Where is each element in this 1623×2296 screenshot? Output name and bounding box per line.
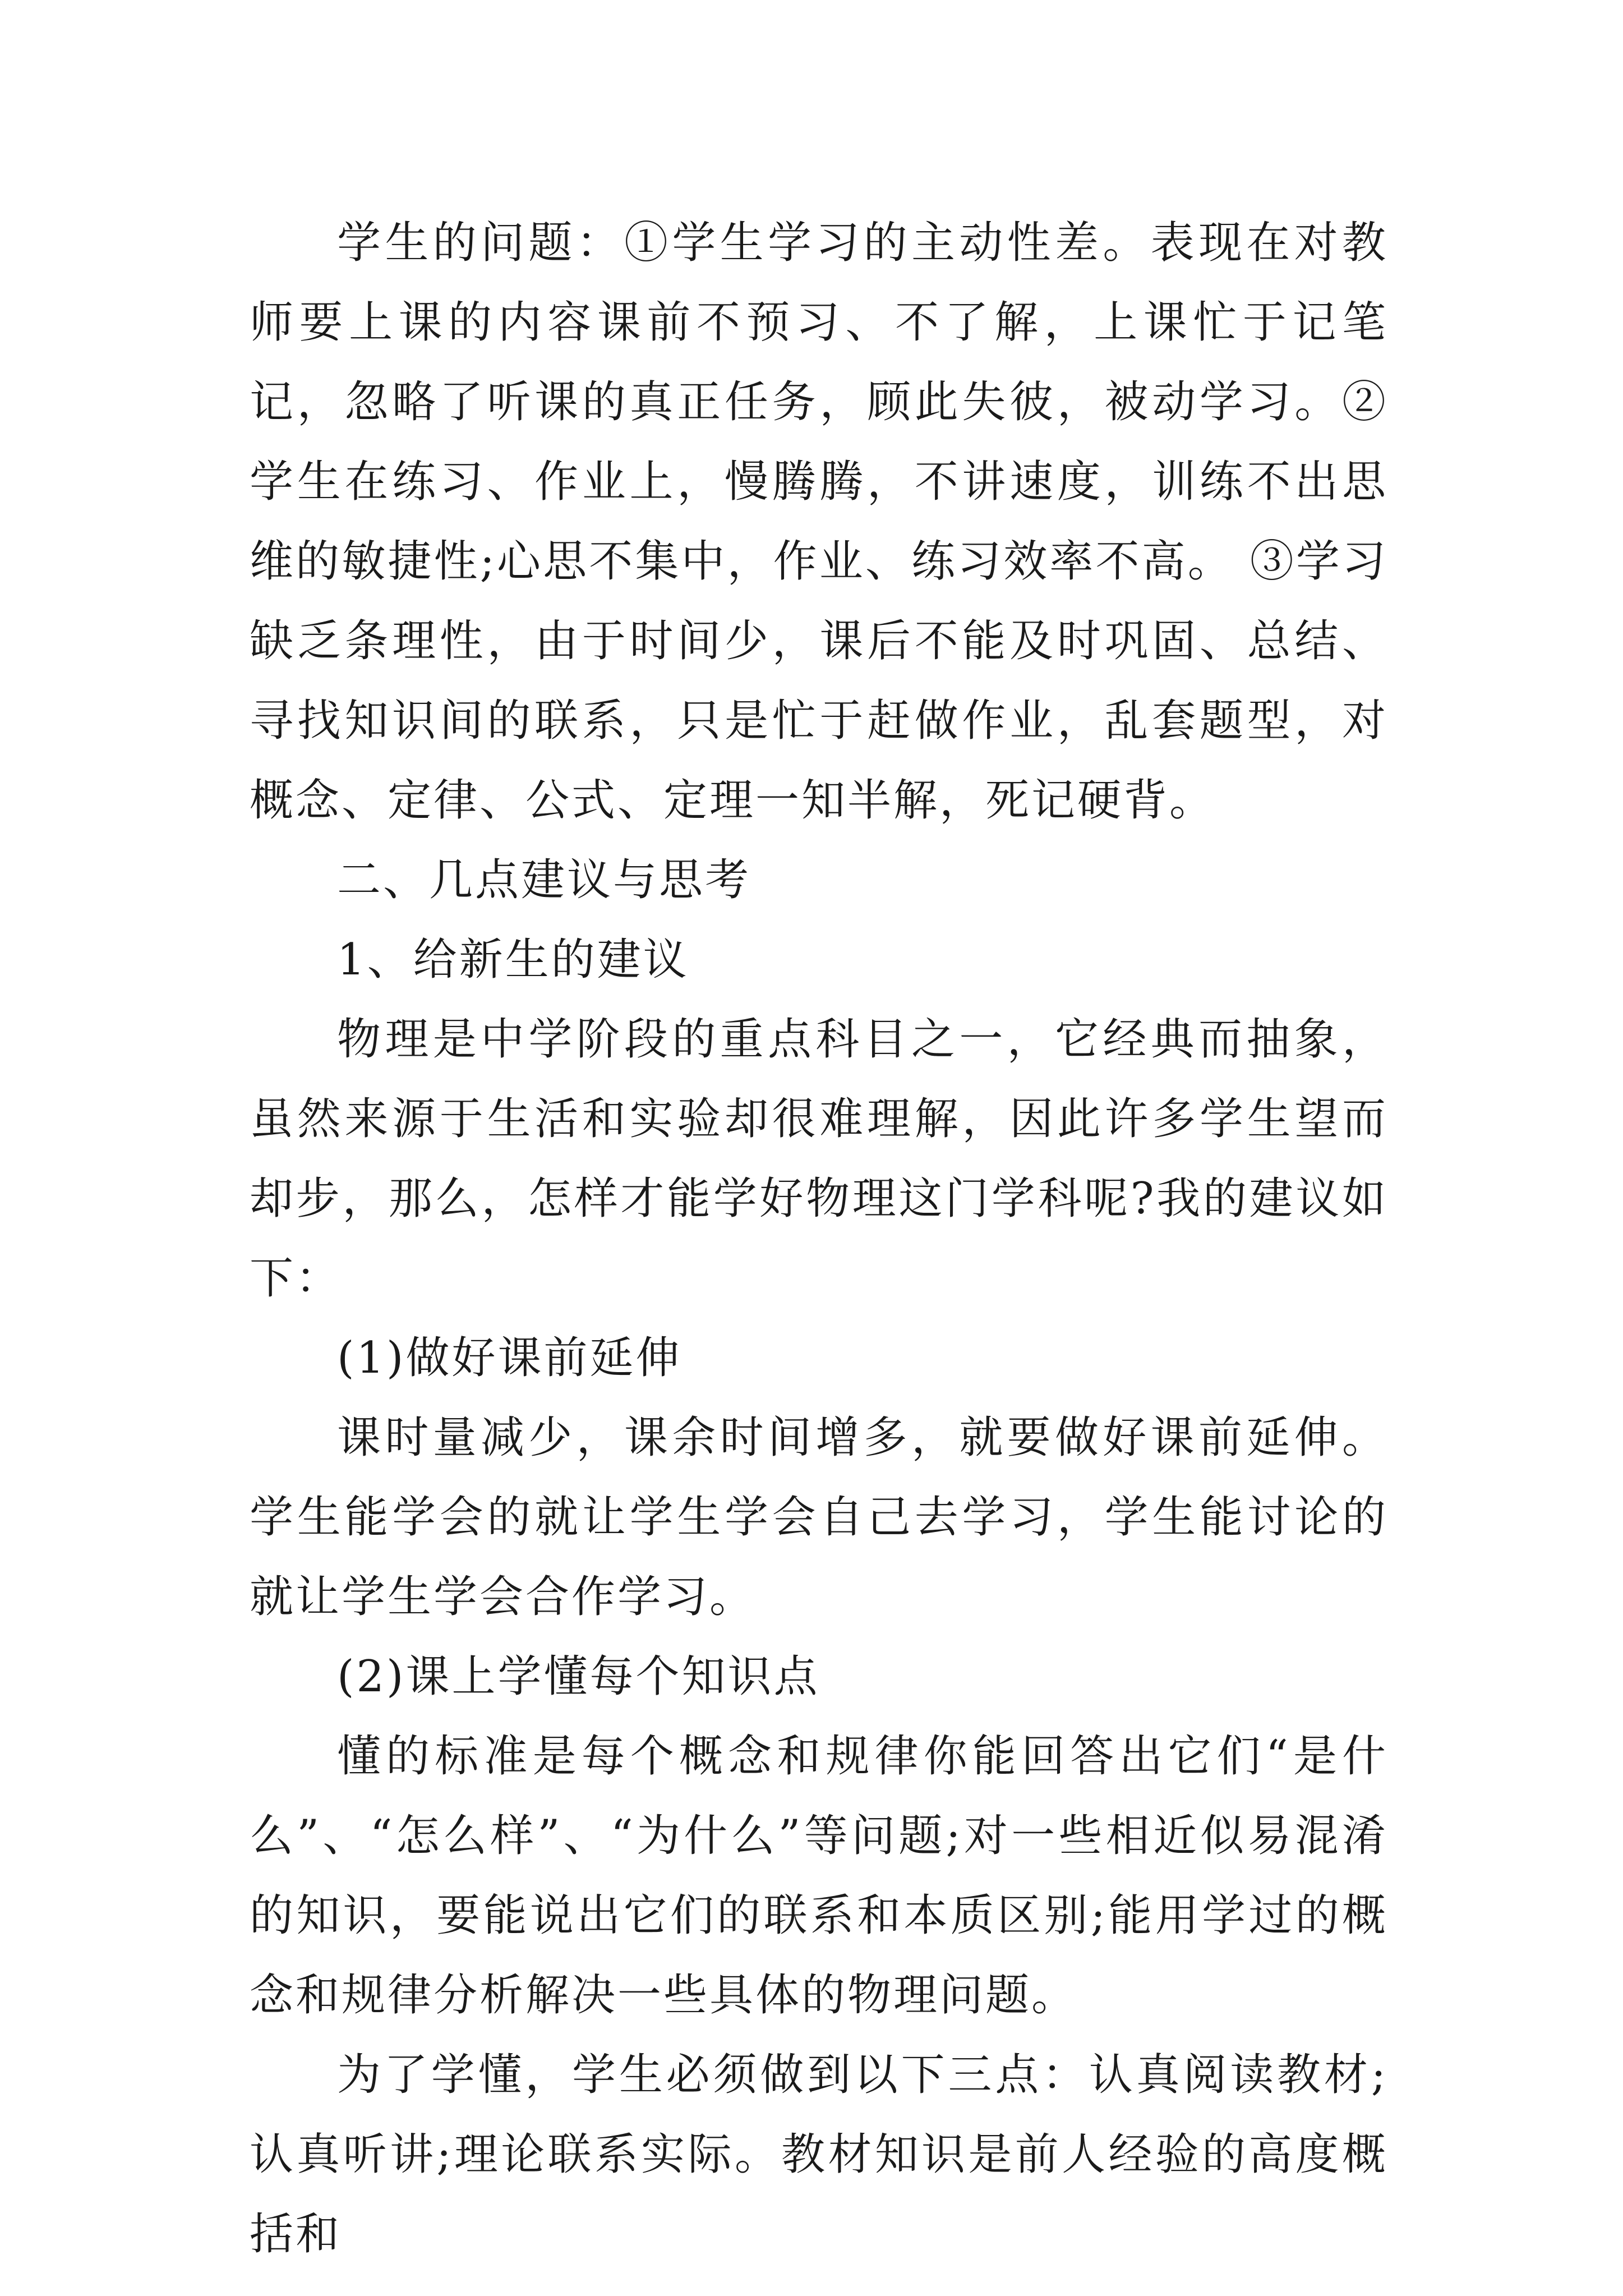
paragraph-pre-class-extension: 课时量减少，课余时间增多，就要做好课前延伸。学生能学会的就让学生学会自己去学习，学生能讨论的就让学生学会合作学习。 bbox=[250, 1412, 1388, 1622]
subheading-advice-new-students: 1、给新生的建议 bbox=[337, 935, 689, 985]
section-heading-suggestions: 二、几点建议与思考 bbox=[337, 855, 751, 905]
paragraph-physics-intro: 物理是中学阶段的重点科目之一，它经典而抽象，虽然来源于生活和实验却很难理解，因此许多学生望而却步，那么，怎样才能学好物理这门学科呢?我的建议如下： bbox=[250, 1014, 1388, 1304]
paragraph-three-points: 为了学懂，学生必须做到以下三点：认真阅读教材;认真听讲;理论联系实际。教材知识是前人经验的高度概括和 bbox=[250, 2050, 1388, 2260]
paragraph-student-problems: 学生的问题：①学生学习的主动性差。表现在对教师要上课的内容课前不预习、不了解，上课忙于记笔记，忽略了听课的真正任务，顾此失彼，被动学习。②学生在练习、作业上，慢腾腾，不讲速度，训练不出思维的敏捷性;心思不集中，作业、练习效率不高。 ③学习缺乏条理性，由于时间少，课后不能及时巩固、总结、寻找知识间的联系，只是忙于赶做作业，乱套题型，对概念、定律、公式、定理一知半解，死记硬背。 bbox=[250, 218, 1388, 826]
paragraph-understanding-standard: 懂的标准是每个概念和规律你能回答出它们“是什么”、“怎么样”、“为什么”等问题;对一些相近似易混淆的知识，要能说出它们的联系和本质区别;能用学过的概念和规律分析解决一些具体的物理问题。 bbox=[250, 1731, 1388, 2021]
document-body bbox=[250, 203, 1388, 2274]
subheading-understand-knowledge: (2)课上学懂每个知识点 bbox=[337, 1651, 820, 1702]
subheading-pre-class-extension: (1)做好课前延伸 bbox=[337, 1333, 682, 1383]
